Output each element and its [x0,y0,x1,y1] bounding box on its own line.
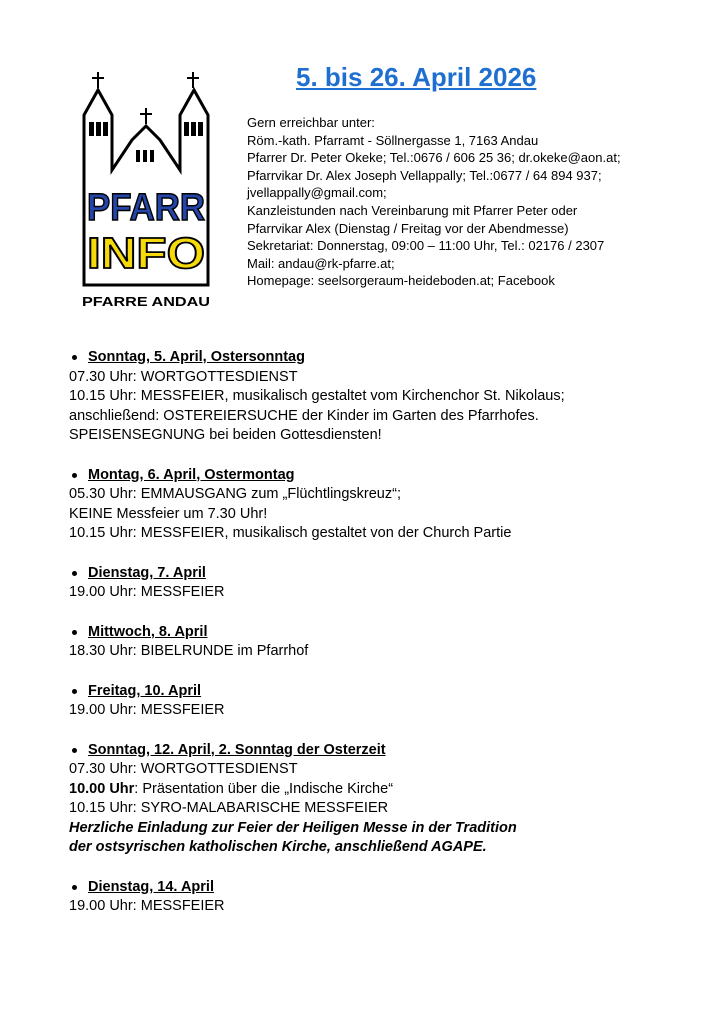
event-heading [69,564,719,584]
event-line-rest: : Präsentation über die „Indische Kirche“ [134,780,394,797]
event-heading [69,741,719,761]
event-line: 10.15 Uhr: SYRO-MALABARISCHE MESSFEIER [69,800,389,816]
event-line: 10.15 Uhr: MESSFEIER, musikalisch gestaltet von der Church Partie [69,525,512,541]
event-invitation: der ostsyrischen katholischen Kirche, anschließend AGAPE. [69,839,487,855]
event-time-bold: 10.00 Uhr [69,780,135,797]
contact-line: Röm.-kath. Pfarramt - Söllnergasse 1, 7163 Andau [247,132,539,148]
event-item [69,348,719,446]
contact-line: Gern erreichbar unter: [247,115,375,130]
logo-caption: PFARRE ANDAU [82,295,210,309]
contact-line: Homepage: seelsorgeraum-heideboden.at; Facebook [247,273,555,289]
logo-word-pfarr: PFARR [87,187,205,229]
event-line: SPEISENSEGNUNG bei beiden Gottesdiensten! [69,427,382,443]
event-heading [69,878,719,898]
event-line: 18.30 Uhr: BIBELRUNDE im Pfarrhof [69,643,309,659]
event-list [69,348,719,937]
event-line: 07.30 Uhr: WORTGOTTESDIENST [69,368,298,385]
event-heading [69,682,719,702]
event-item [69,878,719,917]
event-item [69,682,719,721]
event-invitation: Herzliche Einladung zur Feier der Heiligen Messe in der Tradition [69,819,517,836]
event-line: 19.00 Uhr: MESSFEIER [69,702,225,718]
event-line: anschließend: OSTEREIERSUCHE der Kinder im Garten des Pfarrhofes. [69,407,539,424]
event-item [69,564,719,603]
event-line: 19.00 Uhr: MESSFEIER [69,584,225,600]
event-title: Mittwoch, 8. April [88,623,208,640]
event-item [69,741,719,858]
event-heading [69,466,719,486]
contact-line: Pfarrvikar Alex (Dienstag / Freitag vor der Abendmesse) [247,220,569,236]
bullet-icon [72,885,77,890]
event-line: 19.00 Uhr: MESSFEIER [69,898,225,914]
event-title: Dienstag, 7. April [88,564,206,581]
event-line: 10.15 Uhr: MESSFEIER, musikalisch gestaltet vom Kirchenchor St. Nikolaus; [69,388,565,404]
event-line [69,780,719,800]
pfarr-info-logo [80,70,212,315]
event-title: Dienstag, 14. April [88,878,214,895]
event-title: Sonntag, 5. April, Ostersonntag [88,349,305,365]
event-line: KEINE Messfeier um 7.30 Uhr! [69,505,268,522]
event-item [69,466,719,544]
contact-line: Kanzleistunden nach Vereinbarung mit Pfarrer Peter oder [247,202,578,218]
contact-line: Mail: andau@rk-pfarre.at; [247,255,395,271]
event-heading [69,623,719,643]
bullet-icon [72,748,77,753]
event-line: 07.30 Uhr: WORTGOTTESDIENST [69,761,298,777]
contact-line: Pfarrer Dr. Peter Okeke; Tel.:0676 / 606 25 36; dr.okeke@aon.at; [247,150,621,166]
logo-word-info: INFO [87,229,205,278]
event-heading [69,348,719,368]
event-title: Sonntag, 12. April, 2. Sonntag der Osterzeit [88,741,386,758]
bullet-icon [72,571,77,576]
contact-line: Sekretariat: Donnerstag, 09:00 – 11:00 Uhr, Tel.: 02176 / 2307 [247,238,605,254]
contact-line: jvellappally@gmail.com; [247,185,387,201]
bullet-icon [72,473,77,478]
event-title: Montag, 6. April, Ostermontag [88,466,295,483]
bullet-icon [72,689,77,694]
page-title: 5. bis 26. April 2026 [296,62,537,92]
event-line: 05.30 Uhr: EMMAUSGANG zum „Flüchtlingskreuz“; [69,486,401,502]
contact-block [247,114,621,290]
event-item [69,623,719,662]
contact-line: Pfarrvikar Dr. Alex Joseph Vellappally; Tel.:0677 / 64 894 937; [247,167,602,183]
bullet-icon [72,630,77,635]
bullet-icon [72,355,77,360]
event-title: Freitag, 10. April [88,682,202,699]
